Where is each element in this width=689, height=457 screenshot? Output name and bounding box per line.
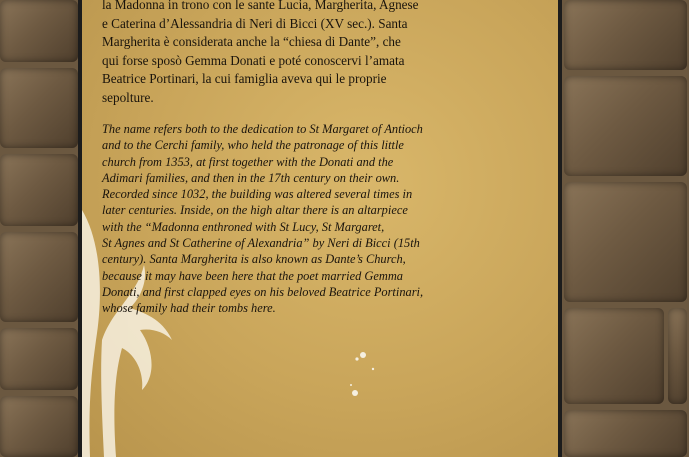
- english-line: with the “Madonna enthroned with St Lucy, St Margaret,: [102, 219, 385, 234]
- english-line: and to the Cerchi family, who held the patronage of this little: [102, 138, 404, 153]
- stone-block: [0, 154, 78, 226]
- english-line: Adimari families, and then in the 17th century on their own.: [102, 170, 400, 185]
- stone-block: [0, 0, 78, 62]
- stone-block: [0, 232, 78, 322]
- stone-block: [0, 68, 78, 148]
- stone-block: [668, 308, 687, 404]
- english-line: Recorded since 1032, the building was altered several times in: [102, 187, 413, 202]
- italian-line: la Madonna in trono con le sante Lucia, Margherita, Agnese: [102, 0, 419, 12]
- english-line: century). Santa Margherita is also known as Dante’s Church,: [102, 252, 406, 267]
- italian-description: [102, 0, 542, 108]
- stone-block: [564, 410, 687, 457]
- italian-line: Margherita è considerata anche la “chiesa di Dante”, che: [102, 34, 401, 50]
- stone-wall-right: [560, 0, 689, 457]
- english-line: The name refers both to the dedication to St Margaret of Antioch: [102, 122, 423, 136]
- stone-block: [0, 396, 78, 457]
- english-line: Donati, and first clapped eyes on his beloved Beatrice Portinari,: [102, 284, 424, 299]
- italian-line: qui forse sposò Gemma Donati e poté conoscervi l’amata: [102, 52, 405, 68]
- english-line: because it may have been here that the poet married Gemma: [102, 268, 403, 283]
- english-line: whose family had their tombs here.: [102, 301, 276, 316]
- english-line: St Agnes and St Catherine of Alexandria” by Neri di Bicci (15th: [102, 236, 420, 251]
- english-line: later centuries. Inside, on the high altar there is an altarpiece: [102, 203, 408, 218]
- english-line: church from 1353, at first together with the Donati and the: [102, 154, 394, 169]
- italian-line: e Caterina d’Alessandria di Neri di Bicci (XV sec.). Santa: [102, 15, 408, 31]
- stone-block: [564, 308, 664, 404]
- stone-block: [564, 76, 687, 176]
- wear-marks: [345, 345, 385, 405]
- stone-block: [564, 0, 687, 70]
- stone-block: [0, 328, 78, 390]
- italian-line: Beatrice Portinari, la cui famiglia aveva qui le proprie: [102, 71, 387, 87]
- stone-block: [564, 182, 687, 302]
- stone-wall-left: [0, 0, 80, 457]
- italian-line: sepolture.: [102, 89, 154, 105]
- english-description: [102, 121, 544, 317]
